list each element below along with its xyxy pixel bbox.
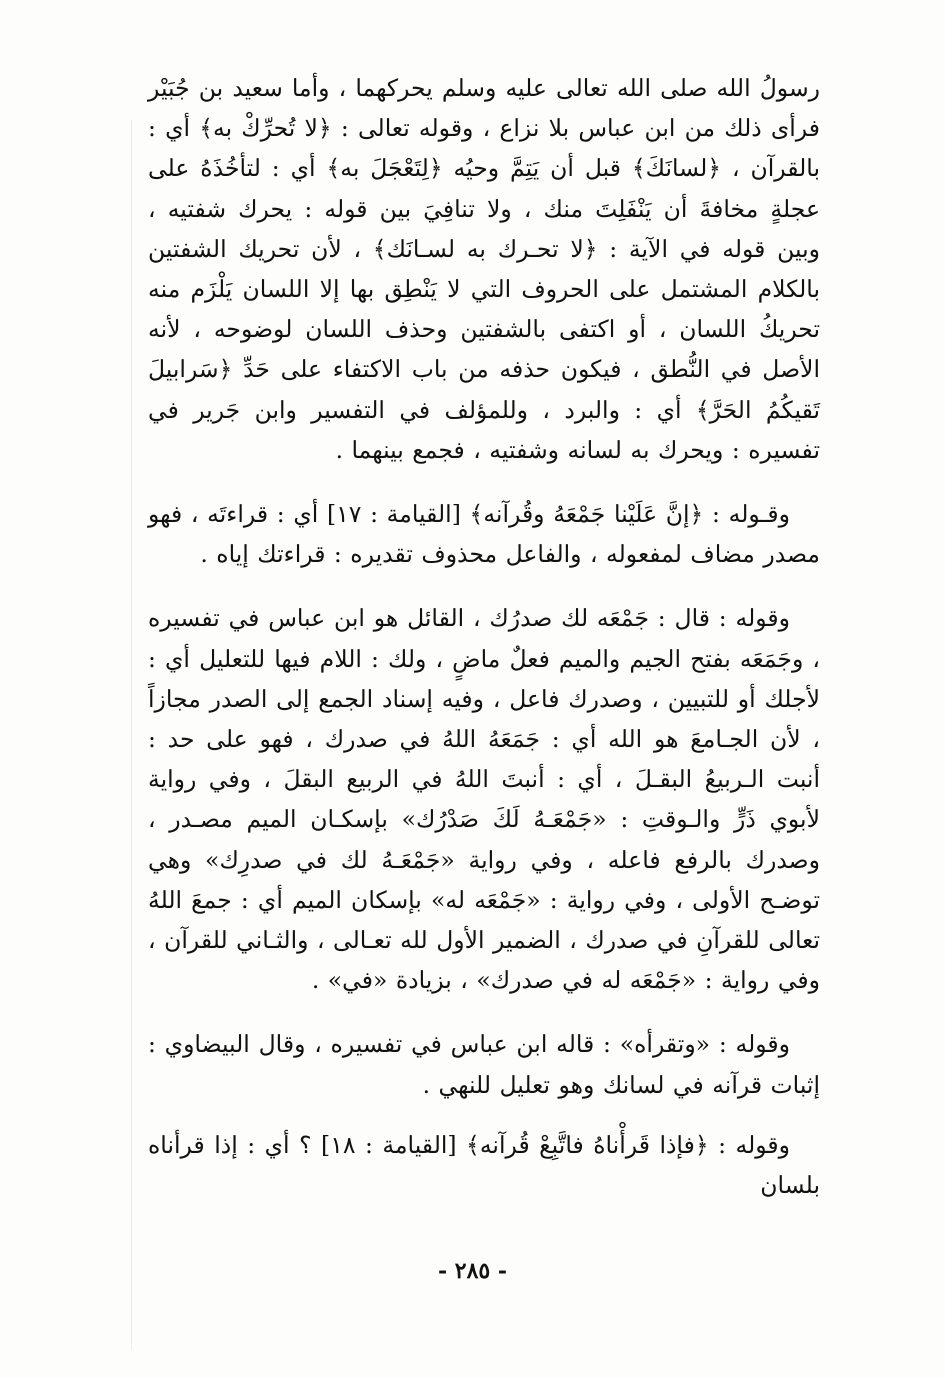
page-number: - ٢٨٥ - bbox=[437, 1258, 508, 1284]
paragraph-1: رسولُ الله صلى الله تعالى عليه وسلم يحركهما ، وأما سعيد بن جُبَيْر فرأى ذلك من ابن عباس بلا نزاع ، وقوله تعالى : ﴿لا تُحرِّكْ به﴾ أي : بالقرآن ، ﴿لسانَكَ﴾ قبل أن يَتِمَّ وحيُه ﴿لِتَعْجَلَ به﴾ أي : لتأخُذَهُ على عجلةٍ مخافةَ أن يَنْفَلِتَ منك ، ولا تنافِيَ بين قوله : يحرك شفتيه ، وبين قوله في الآية : ﴿لا تحـرك به لسـانَك﴾ ، لأن تحريك الشفتين بالكلام المشتمل على الحروف التي لا يَنْطِق بها إلا اللسان يَلْزَم منه تحريكُ اللسان ، أو اكتفى بالشفتين وحذف اللسان لوضوحه ، لأنه الأصل في النُّطق ، فيكون حذفه من باب الاكتفاء على حَدِّ ﴿سَرابيلَ تَقيكُمُ الحَرَّ﴾ أي : والبرد ، وللمؤلف في التفسير وابن جَرير في تفسيره : ويحرك به لسانه وشفتيه ، فجمع بينهما . bbox=[148, 74, 820, 464]
paragraph-2: وقـوله : ﴿إنَّ عَلَيْنا جَمْعَهُ وقُرآنه﴾ [القيامة : ١٧] أي : قراءتَه ، فهو مصدر مضاف لمفعوله ، والفاعل محذوف تقديره : قراءتك إياه . bbox=[148, 500, 820, 569]
paragraph-4: وقوله : «وتقرأه» : قاله ابن عباس في تفسيره ، وقال البيضاوي : إثبات قرآنه في لسانك وهو تعليل للنهي . bbox=[148, 1030, 820, 1099]
paragraph-5: وقوله : ﴿فإذا قَرأْناهُ فاتَّبِعْ قُرآنه﴾ [القيامة : ١٨] ؟ أي : إذا قرأناه بلسان bbox=[148, 1130, 820, 1200]
page-edge-shadow bbox=[131, 120, 132, 1350]
paragraph-3: وقوله : قال : جَمْعَه لك صدرُك ، القائل هو ابن عباس في تفسيره ، وجَمَعَه بفتح الجيم والميم فعلٌ ماضٍ ، ولك : اللام فيها للتعليل أي : لأجلك أو للتبيين ، وصدرك فاعل ، وفيه إسناد الجمع إلى الصدر مجازاً ، لأن الجـامعَ هو الله أي : جَمَعَهُ اللهُ في صدرك ، فهو على حد : أنبت الـربيعُ البقـلَ ، أي : أنبتَ اللهُ في الربيع البقلَ ، وفي رواية لأبوي ذَرٍّ والـوقتِ : «جَمْعَـهُ لَكَ صَدْرُك» بإسكـان الميم مصـدر ، وصدرك بالرفع فاعله ، وفي رواية «جَمْعَـهُ لك في صدرِك» وهي توضـح الأولى ، وفي رواية : «جَمْعَه له» بإسكان الميم أي : جمعَ اللهُ تعالى للقرآنِ في صدرك ، الضمير الأول لله تعـالى ، والثـاني للقرآن ، وفي رواية : «جَمْعَه له في صدرك» ، بزيادة «في» . bbox=[148, 604, 820, 995]
page-body-text bbox=[148, 68, 820, 1205]
